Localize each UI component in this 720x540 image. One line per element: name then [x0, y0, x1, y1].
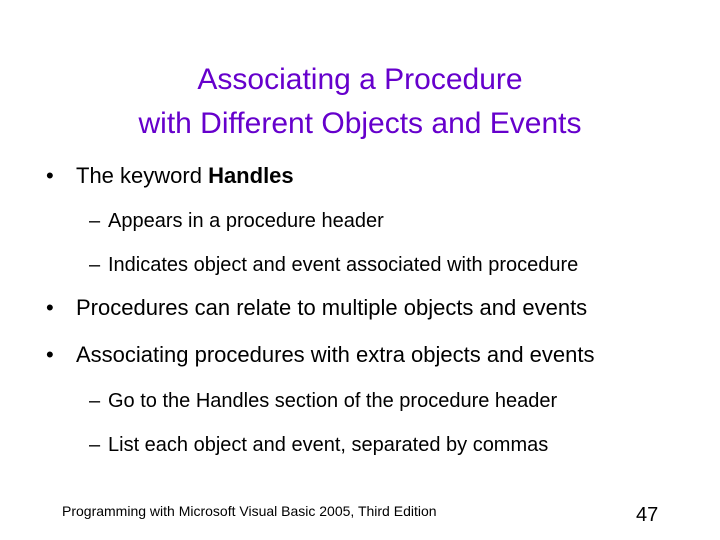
bullet-associating-procedures [46, 341, 595, 369]
bullet-text: Associating procedures with extra objects and events [76, 342, 595, 367]
slide-footer: Programming with Microsoft Visual Basic 2005, Third Edition [62, 503, 437, 519]
sub-bullet-marker: – [89, 210, 101, 232]
bullet-marker: • [46, 295, 54, 320]
sub-bullet-text: List each object and event, separated by commas [108, 434, 549, 456]
sub-bullet-appears [89, 208, 384, 234]
sub-bullet-marker: – [89, 390, 101, 412]
slide-title-line-1: Associating a Procedure [197, 63, 523, 96]
sub-bullet-go-to-handles [89, 388, 557, 414]
sub-bullet-text: Go to the Handles section of the procedure header [108, 390, 558, 412]
bullet-text-strong: Handles [208, 163, 294, 188]
sub-bullet-marker: – [89, 434, 101, 456]
sub-bullet-list-each [89, 432, 548, 458]
bullet-procedures-relate [46, 294, 587, 322]
page-number: 47 [636, 504, 659, 526]
sub-bullet-indicates [89, 252, 578, 278]
slide-title-line-2: with Different Objects and Events [138, 107, 582, 140]
bullet-marker: • [46, 163, 54, 188]
sub-bullet-text: Indicates object and event associated with procedure [108, 254, 579, 276]
sub-bullet-marker: – [89, 254, 101, 276]
bullet-text-prefix: The keyword [76, 163, 209, 188]
bullet-marker: • [46, 342, 54, 367]
bullet-text: Procedures can relate to multiple objects and events [76, 295, 588, 320]
sub-bullet-text: Appears in a procedure header [108, 210, 384, 232]
bullet-keyword-handles [46, 162, 294, 190]
